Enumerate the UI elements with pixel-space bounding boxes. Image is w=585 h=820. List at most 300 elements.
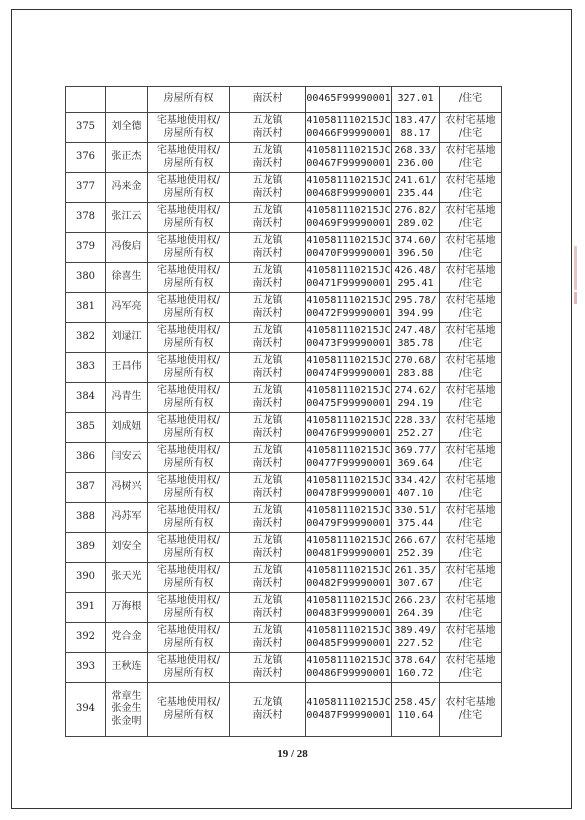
cell-area-line: 276.82/ — [394, 205, 437, 216]
cell-code-line: 00468F99990001 — [306, 187, 391, 199]
cell-right-type — [148, 683, 230, 737]
cell-area-line: 252.27 — [397, 427, 434, 439]
cell-no — [66, 87, 106, 113]
cell-code-line: 410581110215JC — [306, 265, 391, 276]
cell-area-line: 369.77/ — [394, 445, 437, 456]
cell-right-type — [148, 233, 230, 263]
cell-area-line: 274.62/ — [394, 385, 437, 396]
cell-code — [306, 473, 392, 503]
cell-area — [392, 323, 440, 353]
cell-area-line: 266.23/ — [394, 595, 437, 606]
cell-code-line: 410581110215JC — [306, 505, 391, 516]
cell-area-line: 426.48/ — [394, 265, 437, 276]
cell-right-type-line: 房屋所有权 — [163, 637, 214, 649]
cell-code-line: 410581110215JC — [306, 415, 391, 426]
cell-name — [106, 263, 148, 293]
cell-name-line: 张天光 — [111, 571, 142, 583]
table-row — [66, 353, 502, 383]
cell-location-line: 南沃村 — [252, 307, 283, 319]
cell-use-line: /住宅 — [458, 397, 483, 409]
cell-no: 389 — [66, 533, 106, 563]
cell-right-type: 房屋所有权 — [148, 87, 230, 113]
cell-location-line: 五龙镇 — [252, 295, 283, 306]
cell-area-line: 258.45/ — [394, 697, 437, 708]
cell-name — [106, 593, 148, 623]
cell-location — [230, 263, 306, 293]
table-row — [66, 563, 502, 593]
cell-location-line: 五龙镇 — [252, 175, 283, 186]
cell-area-line: 289.02 — [397, 217, 434, 229]
cell-code — [306, 503, 392, 533]
cell-area: 327.01 — [392, 87, 440, 113]
cell-no: 388 — [66, 503, 106, 533]
cell-use-line: /住宅 — [458, 187, 483, 199]
cell-name — [106, 443, 148, 473]
cell-right-type-line: 宅基地使用权/ — [156, 115, 221, 126]
cell-use — [440, 473, 502, 503]
cell-use-line: 农村宅基地 — [445, 505, 496, 516]
cell-area-line: 261.35/ — [394, 565, 437, 576]
cell-area-line: 264.39 — [397, 607, 434, 619]
cell-code-line: 00486F99990001 — [306, 667, 391, 679]
cell-use — [440, 143, 502, 173]
cell-name — [106, 533, 148, 563]
cell-location-line: 五龙镇 — [252, 445, 283, 456]
cell-area-line: 160.72 — [397, 667, 434, 679]
table-row — [66, 683, 502, 737]
cell-use-line: /住宅 — [458, 247, 483, 259]
table-row — [66, 413, 502, 443]
cell-name — [106, 653, 148, 683]
cell-use-line: /住宅 — [458, 547, 483, 559]
cell-code — [306, 533, 392, 563]
cell-area-line: 247.48/ — [394, 325, 437, 336]
cell-code-line: 00485F99990001 — [306, 637, 391, 649]
cell-area-line: 369.64 — [397, 457, 434, 469]
cell-name — [106, 353, 148, 383]
cell-right-type-line: 房屋所有权 — [163, 427, 214, 439]
cell-right-type — [148, 173, 230, 203]
cell-use-line: 农村宅基地 — [445, 265, 496, 276]
cell-no: 383 — [66, 353, 106, 383]
cell-right-type-line: 宅基地使用权/ — [156, 475, 221, 486]
cell-location-line: 五龙镇 — [252, 415, 283, 426]
table-row — [66, 293, 502, 323]
cell-code-line: 410581110215JC — [306, 235, 391, 246]
cell-right-type-line: 宅基地使用权/ — [156, 535, 221, 546]
cell-use — [440, 173, 502, 203]
table-row — [66, 503, 502, 533]
cell-use — [440, 623, 502, 653]
table-row — [66, 533, 502, 563]
table-row — [66, 593, 502, 623]
cell-location-line: 五龙镇 — [252, 325, 283, 336]
cell-code-line: 410581110215JC — [306, 445, 391, 456]
cell-use-line: 农村宅基地 — [445, 385, 496, 396]
cell-right-type — [148, 353, 230, 383]
cell-area-line: 394.99 — [397, 307, 434, 319]
table-row — [66, 473, 502, 503]
cell-location — [230, 563, 306, 593]
cell-location — [230, 503, 306, 533]
cell-use — [440, 323, 502, 353]
cell-use — [440, 413, 502, 443]
cell-right-type-line: 房屋所有权 — [163, 457, 214, 469]
cell-right-type-line: 房屋所有权 — [163, 547, 214, 559]
cell-area — [392, 353, 440, 383]
cell-code-line: 00472F99990001 — [306, 307, 391, 319]
cell-no: 378 — [66, 203, 106, 233]
cell-use-line: /住宅 — [458, 667, 483, 679]
cell-name-line: 张江云 — [111, 211, 142, 223]
cell-code — [306, 593, 392, 623]
cell-name-line: 徐喜生 — [111, 271, 142, 283]
cell-code-line: 00483F99990001 — [306, 607, 391, 619]
cell-right-type-line: 宅基地使用权/ — [156, 697, 221, 708]
cell-right-type-line: 房屋所有权 — [163, 517, 214, 529]
cell-no: 382 — [66, 323, 106, 353]
cell-location — [230, 383, 306, 413]
cell-area-line: 110.64 — [397, 709, 434, 721]
cell-name-line: 冯苏军 — [111, 511, 142, 523]
cell-code-line: 00470F99990001 — [306, 247, 391, 259]
cell-right-type — [148, 443, 230, 473]
cell-name — [106, 87, 148, 113]
cell-code — [306, 293, 392, 323]
cell-name — [106, 383, 148, 413]
cell-use — [440, 113, 502, 143]
cell-location-line: 南沃村 — [252, 187, 283, 199]
cell-right-type — [148, 293, 230, 323]
cell-code-line: 410581110215JC — [306, 175, 391, 186]
cell-area — [392, 293, 440, 323]
cell-right-type-line: 宅基地使用权/ — [156, 145, 221, 156]
cell-right-type-line: 宅基地使用权/ — [156, 175, 221, 186]
cell-code-line: 00477F99990001 — [306, 457, 391, 469]
cell-name-line: 冯来金 — [111, 181, 142, 193]
cell-use-line: 农村宅基地 — [445, 235, 496, 246]
cell-use-line: /住宅 — [458, 457, 483, 469]
cell-code — [306, 173, 392, 203]
cell-no: 387 — [66, 473, 106, 503]
cell-right-type — [148, 203, 230, 233]
cell-name-line: 张金生 — [111, 703, 142, 715]
cell-no: 379 — [66, 233, 106, 263]
cell-location-line: 五龙镇 — [252, 625, 283, 636]
cell-code-line: 410581110215JC — [306, 655, 391, 666]
cell-right-type-line: 宅基地使用权/ — [156, 565, 221, 576]
cell-use-line: 农村宅基地 — [445, 205, 496, 216]
cell-no: 380 — [66, 263, 106, 293]
cell-code — [306, 113, 392, 143]
cell-location-line: 南沃村 — [252, 667, 283, 679]
cell-name — [106, 503, 148, 533]
cell-location-line: 南沃村 — [252, 427, 283, 439]
cell-code-line: 00478F99990001 — [306, 487, 391, 499]
cell-location-line: 五龙镇 — [252, 355, 283, 366]
cell-location-line: 五龙镇 — [252, 145, 283, 156]
cell-location-line: 五龙镇 — [252, 565, 283, 576]
cell-location-line: 五龙镇 — [252, 235, 283, 246]
cell-area-line: 378.64/ — [394, 655, 437, 666]
cell-name-line: 万海根 — [111, 601, 142, 613]
cell-right-type-line: 宅基地使用权/ — [156, 655, 221, 666]
cell-area — [392, 443, 440, 473]
table-row — [66, 173, 502, 203]
cell-no: 390 — [66, 563, 106, 593]
cell-code-line: 410581110215JC — [306, 205, 391, 216]
cell-area — [392, 233, 440, 263]
cell-use — [440, 563, 502, 593]
table-row — [66, 653, 502, 683]
cell-location — [230, 473, 306, 503]
cell-right-type-line: 宅基地使用权/ — [156, 265, 221, 276]
cell-location-line: 南沃村 — [252, 277, 283, 289]
cell-use-line: 农村宅基地 — [445, 325, 496, 336]
cell-area — [392, 593, 440, 623]
cell-name-line: 党合金 — [111, 631, 142, 643]
table-row — [66, 143, 502, 173]
cell-area-line: 252.39 — [397, 547, 434, 559]
cell-right-type-line: 房屋所有权 — [163, 247, 214, 259]
cell-use-line: 农村宅基地 — [445, 355, 496, 366]
cell-use-line: 农村宅基地 — [445, 625, 496, 636]
cell-right-type — [148, 563, 230, 593]
cell-location-line: 南沃村 — [252, 337, 283, 349]
cell-use-line: /住宅 — [458, 607, 483, 619]
cell-area-line: 295.78/ — [394, 295, 437, 306]
cell-code-line: 00487F99990001 — [306, 709, 391, 721]
cell-name-line: 张金明 — [111, 715, 142, 727]
cell-right-type — [148, 623, 230, 653]
cell-right-type-line: 房屋所有权 — [163, 127, 214, 139]
cell-area — [392, 653, 440, 683]
cell-right-type — [148, 413, 230, 443]
cell-use-line: /住宅 — [458, 487, 483, 499]
cell-code — [306, 443, 392, 473]
cell-use-line: /住宅 — [458, 709, 483, 721]
table-row-continued — [66, 87, 502, 113]
cell-location-line: 五龙镇 — [252, 205, 283, 216]
cell-right-type-line: 房屋所有权 — [163, 397, 214, 409]
cell-code-line: 410581110215JC — [306, 145, 391, 156]
cell-location-line: 五龙镇 — [252, 535, 283, 546]
cell-use-line: 农村宅基地 — [445, 145, 496, 156]
cell-right-type — [148, 383, 230, 413]
cell-right-type — [148, 143, 230, 173]
cell-location-line: 南沃村 — [252, 577, 283, 589]
cell-area-line: 307.67 — [397, 577, 434, 589]
cell-right-type — [148, 263, 230, 293]
cell-right-type-line: 房屋所有权 — [163, 607, 214, 619]
cell-no: 377 — [66, 173, 106, 203]
cell-use-line: /住宅 — [458, 217, 483, 229]
cell-code-line: 00479F99990001 — [306, 517, 391, 529]
cell-name — [106, 413, 148, 443]
cell-area-line: 88.17 — [400, 127, 431, 139]
cell-name-line: 常章生 — [111, 690, 142, 702]
cell-code-line: 00469F99990001 — [306, 217, 391, 229]
table-row — [66, 263, 502, 293]
cell-right-type — [148, 113, 230, 143]
cell-location-line: 五龙镇 — [252, 115, 283, 126]
cell-code — [306, 203, 392, 233]
cell-right-type — [148, 533, 230, 563]
cell-area — [392, 623, 440, 653]
cell-area-line: 407.10 — [397, 487, 434, 499]
cell-use — [440, 503, 502, 533]
cell-code-line: 410581110215JC — [306, 625, 391, 636]
cell-use-line: /住宅 — [458, 157, 483, 169]
cell-no: 393 — [66, 653, 106, 683]
cell-area — [392, 413, 440, 443]
cell-area-line: 183.47/ — [394, 115, 437, 126]
cell-right-type-line: 宅基地使用权/ — [156, 445, 221, 456]
cell-location — [230, 353, 306, 383]
cell-area-line: 268.33/ — [394, 145, 437, 156]
cell-use-line: 农村宅基地 — [445, 595, 496, 606]
cell-area — [392, 503, 440, 533]
cell-use: /住宅 — [440, 87, 502, 113]
cell-code-line: 00481F99990001 — [306, 547, 391, 559]
cell-location — [230, 653, 306, 683]
cell-code-line: 00473F99990001 — [306, 337, 391, 349]
cell-area-line: 375.44 — [397, 517, 434, 529]
cell-location-line: 南沃村 — [252, 487, 283, 499]
cell-name-line: 冯俊启 — [111, 241, 142, 253]
cell-name-line: 刘逯江 — [111, 331, 142, 343]
cell-right-type-line: 房屋所有权 — [163, 157, 214, 169]
table-row — [66, 113, 502, 143]
cell-use — [440, 353, 502, 383]
cell-location — [230, 443, 306, 473]
cell-code — [306, 143, 392, 173]
cell-area-line: 270.68/ — [394, 355, 437, 366]
cell-location — [230, 623, 306, 653]
cell-name-line: 冯树兴 — [111, 481, 142, 493]
cell-code-line: 00471F99990001 — [306, 277, 391, 289]
cell-location-line: 南沃村 — [252, 517, 283, 529]
cell-location-line: 五龙镇 — [252, 505, 283, 516]
cell-area — [392, 263, 440, 293]
table-row — [66, 203, 502, 233]
cell-right-type — [148, 653, 230, 683]
cell-area-line: 236.00 — [397, 157, 434, 169]
cell-right-type — [148, 323, 230, 353]
cell-location: 南沃村 — [230, 87, 306, 113]
cell-area-line: 385.78 — [397, 337, 434, 349]
cell-location-line: 南沃村 — [252, 709, 283, 721]
cell-area — [392, 533, 440, 563]
cell-right-type-line: 宅基地使用权/ — [156, 505, 221, 516]
cell-use — [440, 233, 502, 263]
cell-location-line: 五龙镇 — [252, 697, 283, 708]
cell-area-line: 266.67/ — [394, 535, 437, 546]
cell-no: 392 — [66, 623, 106, 653]
cell-code-line: 410581110215JC — [306, 115, 391, 126]
cell-area — [392, 563, 440, 593]
cell-area-line: 283.88 — [397, 367, 434, 379]
cell-location-line: 南沃村 — [252, 367, 283, 379]
cell-area-line: 294.19 — [397, 397, 434, 409]
cell-name — [106, 323, 148, 353]
cell-area-line: 235.44 — [397, 187, 434, 199]
cell-name — [106, 203, 148, 233]
cell-no: 381 — [66, 293, 106, 323]
cell-use-line: 农村宅基地 — [445, 295, 496, 306]
cell-right-type-line: 房屋所有权 — [163, 667, 214, 679]
cell-location — [230, 113, 306, 143]
cell-use-line: /住宅 — [458, 337, 483, 349]
cell-area — [392, 473, 440, 503]
cell-code-line: 410581110215JC — [306, 565, 391, 576]
cell-location — [230, 413, 306, 443]
cell-right-type-line: 房屋所有权 — [163, 217, 214, 229]
cell-location — [230, 233, 306, 263]
cell-code-line: 00475F99990001 — [306, 397, 391, 409]
cell-right-type-line: 宅基地使用权/ — [156, 385, 221, 396]
edge-stamp-mark — [574, 246, 577, 290]
cell-use-line: /住宅 — [458, 637, 483, 649]
cell-location-line: 五龙镇 — [252, 475, 283, 486]
cell-code — [306, 383, 392, 413]
cell-code — [306, 683, 392, 737]
cell-no: 385 — [66, 413, 106, 443]
cell-right-type — [148, 503, 230, 533]
cell-use-line: /住宅 — [458, 307, 483, 319]
cell-use — [440, 683, 502, 737]
cell-use-line: 农村宅基地 — [445, 535, 496, 546]
cell-code — [306, 653, 392, 683]
cell-right-type-line: 宅基地使用权/ — [156, 415, 221, 426]
cell-use — [440, 293, 502, 323]
table-row — [66, 623, 502, 653]
cell-right-type-line: 宅基地使用权/ — [156, 625, 221, 636]
cell-location — [230, 683, 306, 737]
cell-code-line: 410581110215JC — [306, 595, 391, 606]
cell-area-line: 374.60/ — [394, 235, 437, 246]
cell-location-line: 南沃村 — [252, 157, 283, 169]
cell-area — [392, 143, 440, 173]
cell-area-line: 396.50 — [397, 247, 434, 259]
cell-code — [306, 263, 392, 293]
cell-area-line: 241.61/ — [394, 175, 437, 186]
cell-use — [440, 203, 502, 233]
cell-no: 386 — [66, 443, 106, 473]
cell-name — [106, 623, 148, 653]
cell-use-line: /住宅 — [458, 277, 483, 289]
cell-code: 00465F99990001 — [306, 87, 392, 113]
cell-code-line: 410581110215JC — [306, 385, 391, 396]
cell-area-line: 228.33/ — [394, 415, 437, 426]
cell-use — [440, 593, 502, 623]
cell-name — [106, 563, 148, 593]
cell-right-type-line: 房屋所有权 — [163, 337, 214, 349]
cell-area — [392, 173, 440, 203]
edge-stamp-mark — [574, 292, 577, 304]
cell-code-line: 410581110215JC — [306, 295, 391, 306]
cell-name — [106, 473, 148, 503]
cell-name-line: 冯军亮 — [111, 301, 142, 313]
cell-right-type — [148, 593, 230, 623]
cell-no: 375 — [66, 113, 106, 143]
cell-area-line: 334.42/ — [394, 475, 437, 486]
cell-location-line: 五龙镇 — [252, 265, 283, 276]
cell-right-type-line: 房屋所有权 — [163, 709, 214, 721]
cell-name — [106, 293, 148, 323]
cell-area-line: 227.52 — [397, 637, 434, 649]
cell-name-line: 闫安云 — [111, 451, 142, 463]
